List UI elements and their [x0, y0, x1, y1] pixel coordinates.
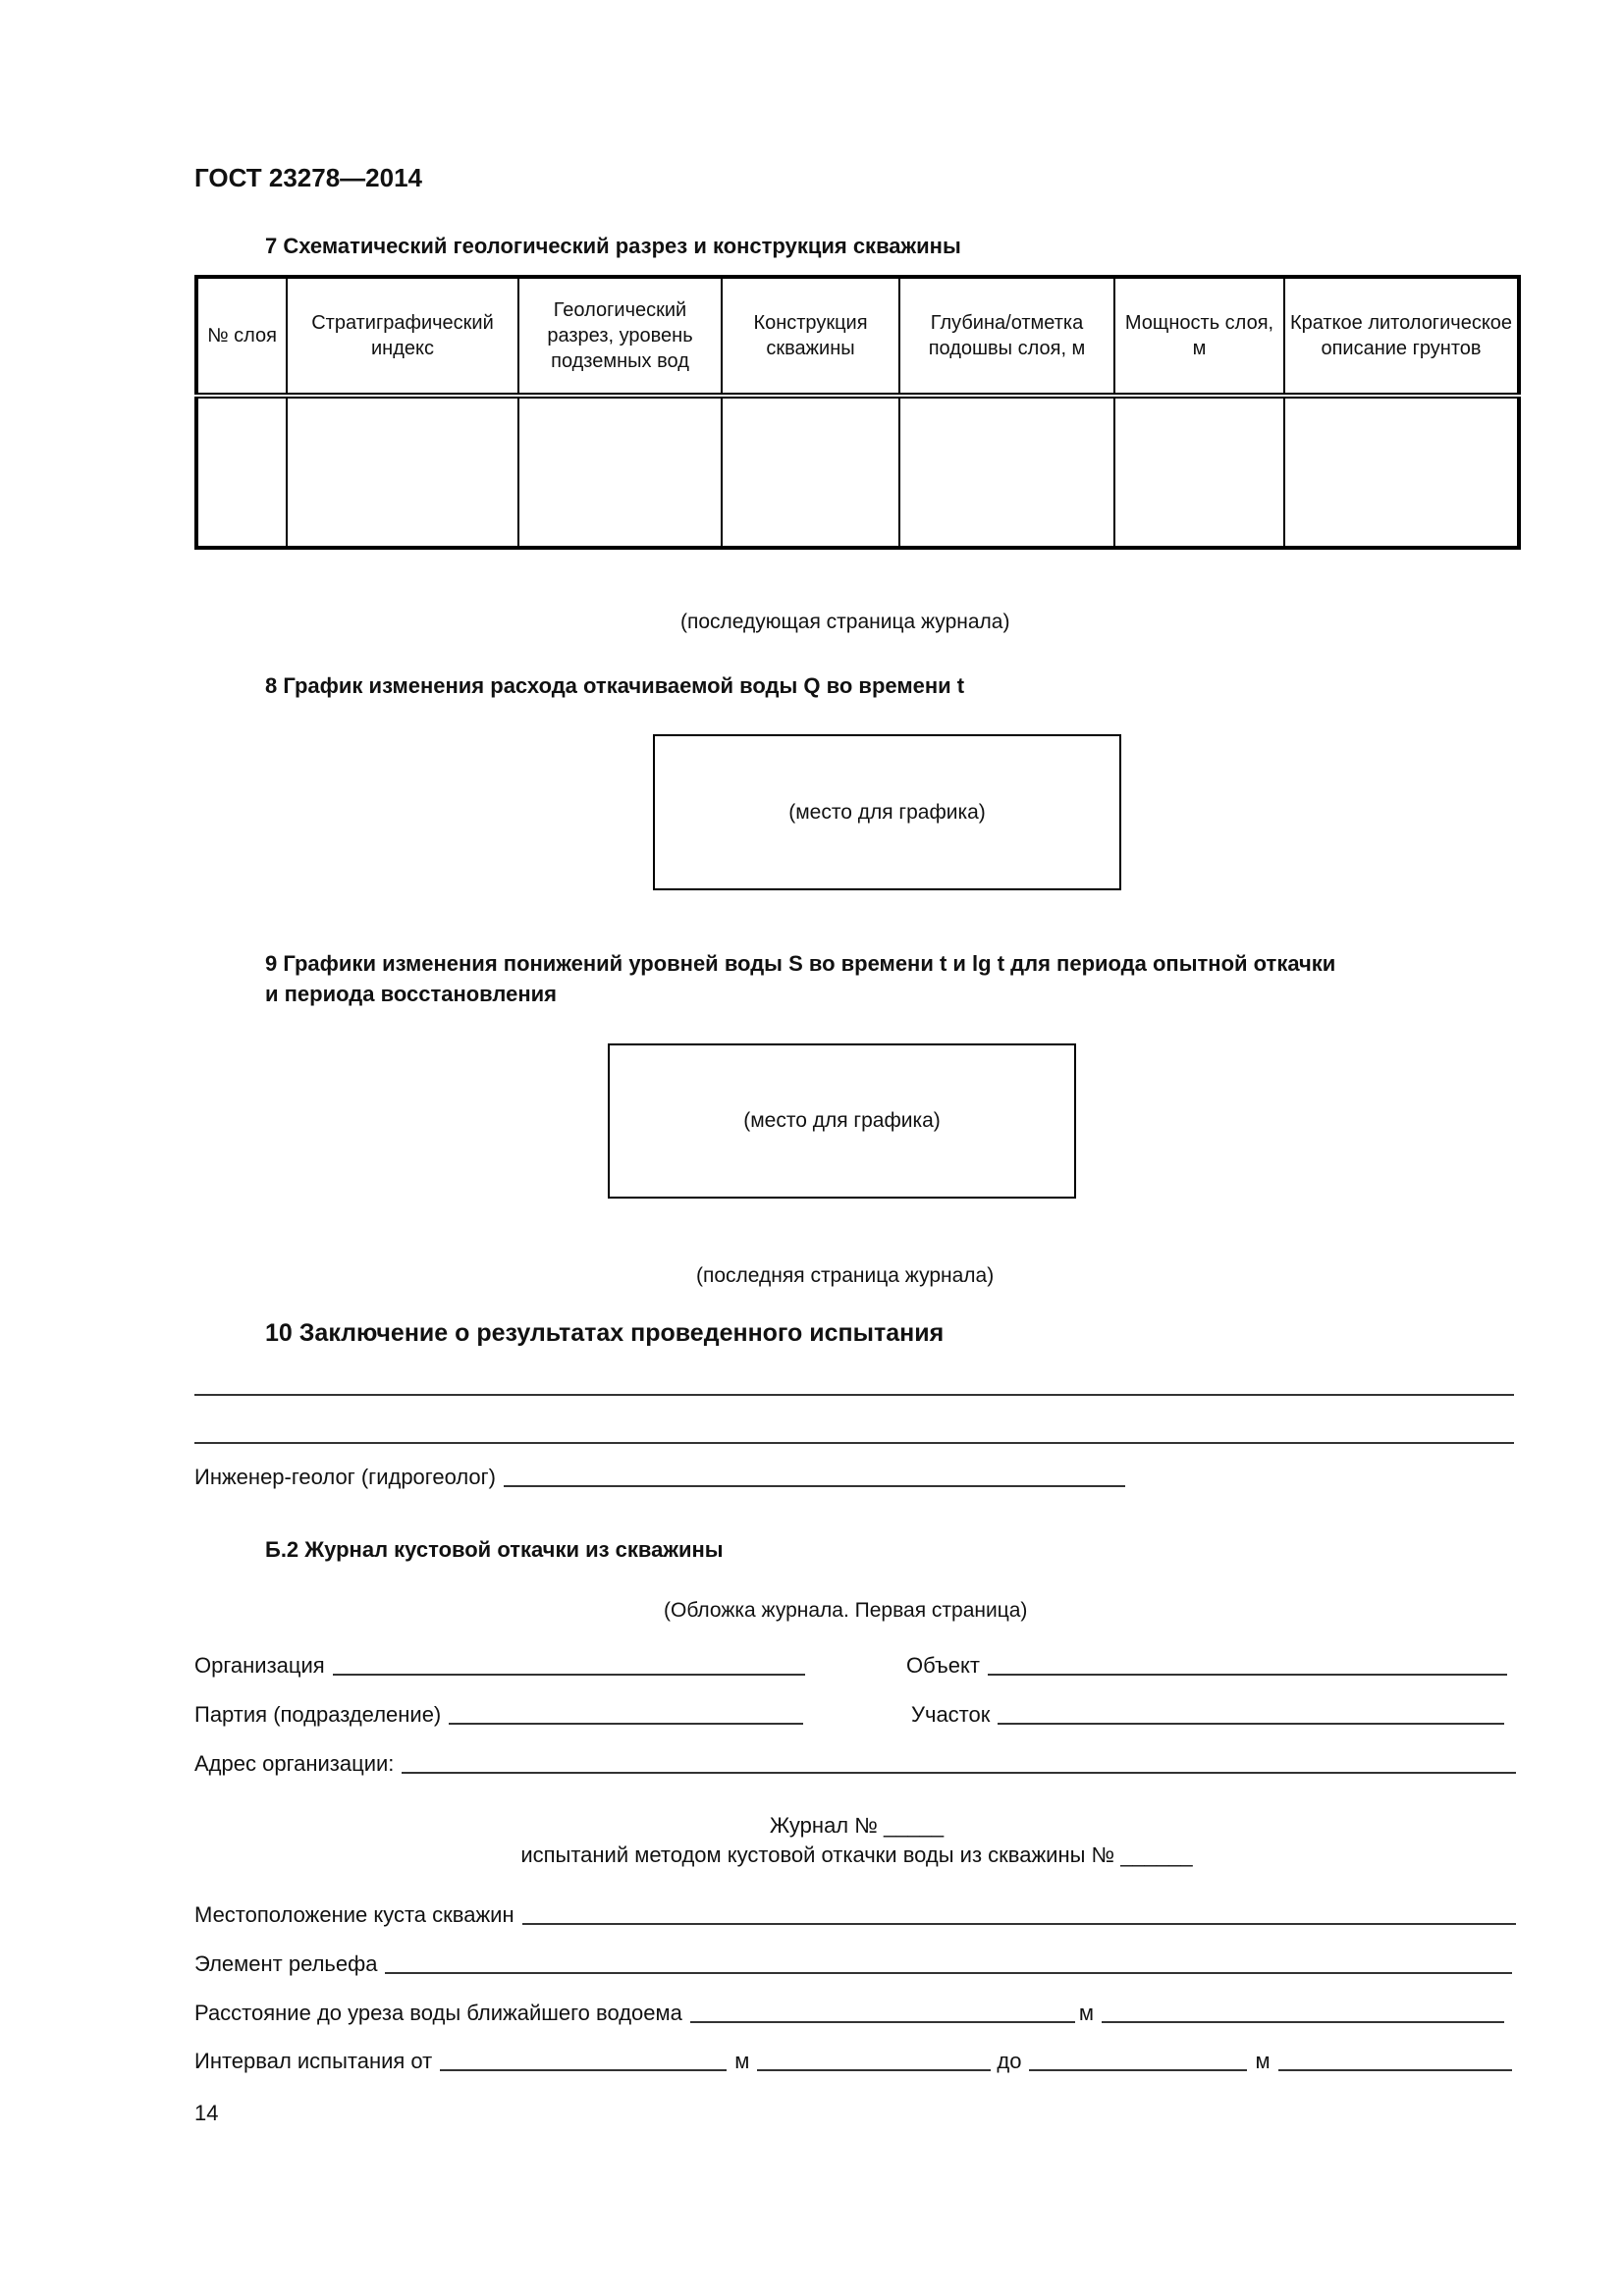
organization-label: Организация	[194, 1653, 325, 1678]
table-cell[interactable]	[196, 396, 287, 548]
interval-field[interactable]	[194, 2049, 1512, 2074]
chart-placeholder-q-vs-t	[653, 734, 1121, 890]
relief-label: Элемент рельефа	[194, 1951, 378, 1976]
journal-title-line2: испытаний методом кустовой откачки воды из скважины № ______	[520, 1842, 1193, 1867]
column-header-geo-section: Геологический разрез, уровень подземных вод	[518, 277, 722, 396]
site-field[interactable]	[911, 1702, 1504, 1728]
chart-placeholder-label: (место для графика)	[788, 800, 986, 824]
organization-field[interactable]	[194, 1653, 805, 1679]
object-field[interactable]	[906, 1653, 1507, 1679]
address-label: Адрес организации:	[194, 1751, 395, 1776]
location-input-line[interactable]	[522, 1922, 1516, 1925]
relief-input-line[interactable]	[385, 1971, 1512, 1974]
table-cell[interactable]	[722, 396, 899, 548]
engineer-input-line[interactable]	[504, 1484, 1125, 1487]
site-input-line[interactable]	[998, 1722, 1504, 1725]
page-note-next: (последующая страница журнала)	[680, 611, 1010, 633]
chart-placeholder-label: (место для графика)	[743, 1109, 941, 1132]
section-8-heading	[265, 673, 964, 699]
table-cell[interactable]	[1114, 396, 1284, 548]
section-b2-heading: Б.2 Журнал кустовой откачки из скважины	[265, 1537, 724, 1562]
location-label: Местоположение куста скважин	[194, 1902, 514, 1927]
column-header-strat-index: Стратиграфический индекс	[287, 277, 518, 396]
interval-unit-2: м	[1255, 2049, 1271, 2073]
section-7-heading: 7 Схематический геологический разрез и конструкция скважины	[265, 234, 961, 258]
interval-end-line[interactable]	[1278, 2068, 1512, 2071]
location-field[interactable]	[194, 1902, 1516, 1928]
column-header-layer-no: № слоя	[196, 277, 287, 396]
site-label: Участок	[911, 1702, 991, 1727]
table-header-row	[196, 277, 1519, 396]
column-header-description: Краткое литологическое описание грунтов	[1284, 277, 1519, 396]
organization-input-line[interactable]	[333, 1673, 805, 1676]
column-header-thickness: Мощность слоя, м	[1114, 277, 1284, 396]
section-10-heading: 10 Заключение о результатах проведенного испытания	[265, 1319, 945, 1347]
relief-field[interactable]	[194, 1951, 1512, 1977]
section-9-heading-line1: 9 Графики изменения понижений уровней воды S во времени t и lg t для периода опытной откачки	[265, 951, 1336, 976]
interval-to-label: до	[997, 2049, 1022, 2073]
column-header-well-design: Конструкция скважины	[722, 277, 899, 396]
engineer-signature-field[interactable]	[194, 1465, 1125, 1490]
column-header-depth: Глубина/отметка подошвы слоя, м	[899, 277, 1114, 396]
party-input-line[interactable]	[449, 1722, 803, 1725]
conclusion-line-2[interactable]	[194, 1442, 1514, 1444]
interval-to-line[interactable]	[1029, 2068, 1247, 2071]
interval-from-line[interactable]	[440, 2068, 727, 2071]
geological-section-table	[194, 275, 1521, 550]
table-cell[interactable]	[518, 396, 722, 548]
table-row	[196, 396, 1519, 548]
table-cell[interactable]	[1284, 396, 1519, 548]
distance-unit: м	[1078, 2001, 1094, 2025]
document-title: ГОСТ 23278—2014	[194, 163, 422, 192]
journal-title-line1: Журнал № _____	[769, 1813, 945, 1838]
conclusion-line-1[interactable]	[194, 1394, 1514, 1396]
section-9-heading-line2: и периода восстановления	[265, 982, 557, 1006]
section-8-heading-text: 8 График изменения расхода откачиваемой воды Q во времени t	[265, 673, 965, 698]
interval-unit-1: м	[734, 2049, 750, 2073]
object-label: Объект	[906, 1653, 980, 1678]
interval-mid-line[interactable]	[757, 2068, 991, 2071]
table-cell[interactable]	[899, 396, 1114, 548]
address-input-line[interactable]	[402, 1771, 1516, 1774]
distance-extra-line[interactable]	[1102, 2020, 1504, 2023]
page-number: 14	[194, 2101, 219, 2125]
table-cell[interactable]	[287, 396, 518, 548]
chart-placeholder-s-vs-t	[608, 1043, 1076, 1199]
interval-label: Интервал испытания от	[194, 2049, 433, 2073]
page-note-last: (последняя страница журнала)	[696, 1264, 995, 1287]
distance-label: Расстояние до уреза воды ближайшего водоема	[194, 2001, 682, 2025]
distance-field[interactable]	[194, 2001, 1504, 2026]
party-field[interactable]	[194, 1702, 803, 1728]
cover-note: (Обложка журнала. Первая страница)	[664, 1599, 1028, 1622]
distance-input-line[interactable]	[690, 2020, 1075, 2023]
object-input-line[interactable]	[988, 1673, 1507, 1676]
address-field[interactable]	[194, 1751, 1516, 1777]
party-label: Партия (подразделение)	[194, 1702, 442, 1727]
engineer-label: Инженер-геолог (гидрогеолог)	[194, 1465, 496, 1489]
